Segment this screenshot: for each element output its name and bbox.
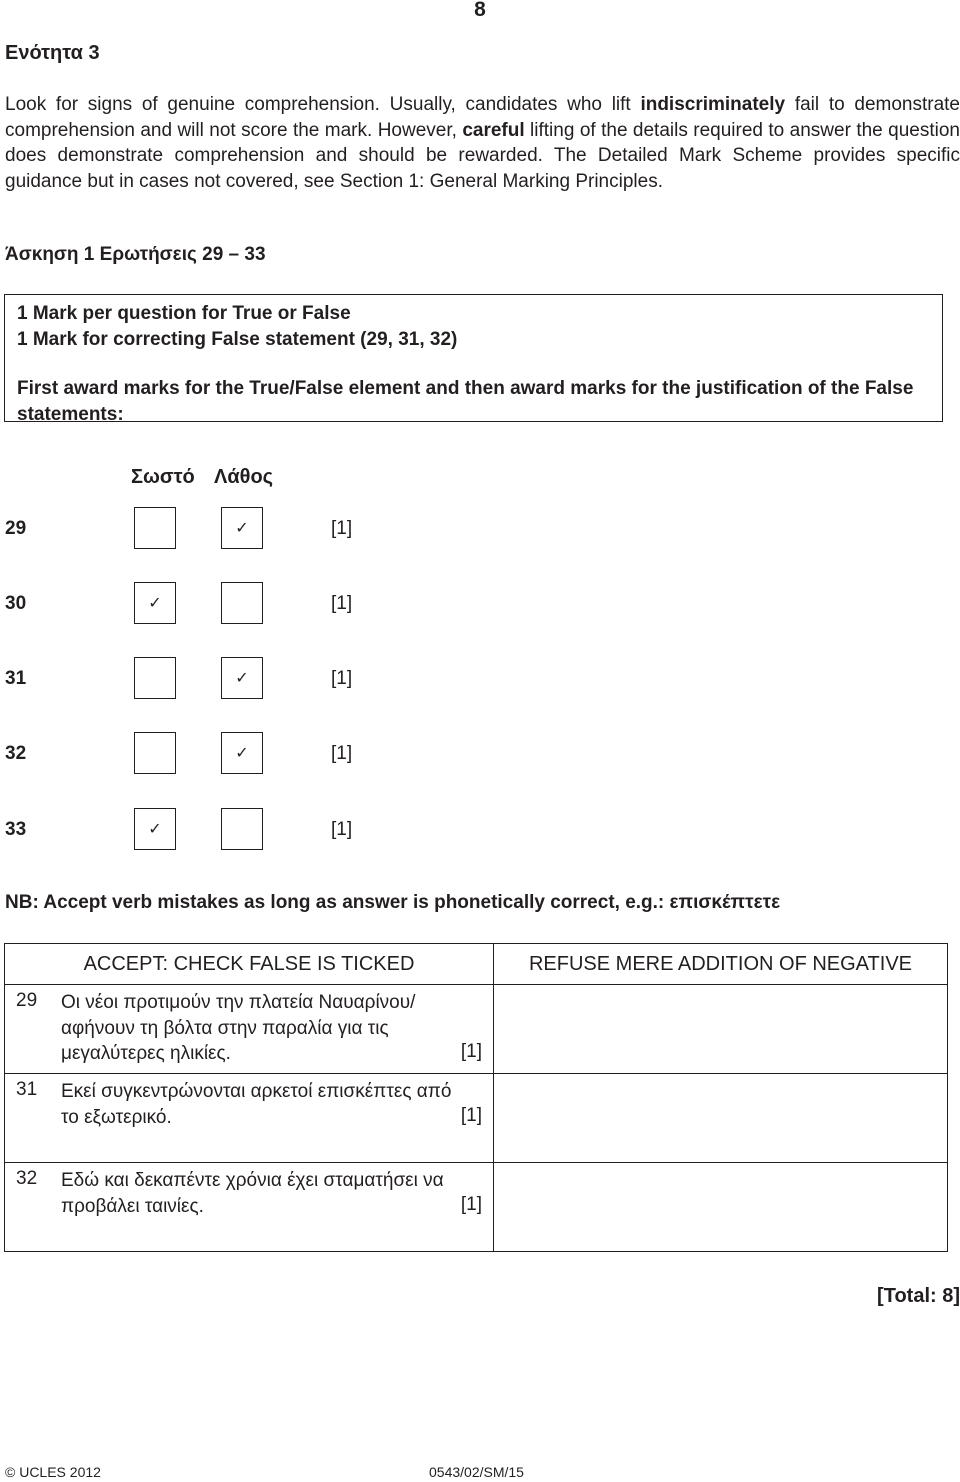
true-checkbox[interactable] bbox=[134, 582, 176, 624]
page-number: 8 bbox=[474, 0, 486, 21]
true-checkbox[interactable] bbox=[134, 507, 176, 549]
question-number: 30 bbox=[5, 593, 27, 614]
section-title: Ενότητα 3 bbox=[5, 42, 100, 64]
false-checkbox[interactable] bbox=[221, 732, 263, 774]
rule-line-1: 1 Mark per question for True or False bbox=[17, 303, 351, 324]
mark-allocation: [1] bbox=[331, 518, 353, 539]
answer-number: 29 bbox=[16, 990, 38, 1011]
answer-number: 32 bbox=[16, 1168, 38, 1189]
accept-header: ACCEPT: CHECK FALSE IS TICKED bbox=[5, 944, 494, 985]
false-checkbox[interactable] bbox=[221, 808, 263, 850]
true-checkbox[interactable] bbox=[134, 732, 176, 774]
mark-allocation: [1] bbox=[331, 819, 353, 840]
refuse-header: REFUSE MERE ADDITION OF NEGATIVE bbox=[494, 944, 948, 985]
check-icon: ✓ bbox=[235, 670, 249, 687]
answer-marks: [1] bbox=[460, 1041, 482, 1062]
question-number: 29 bbox=[5, 518, 27, 539]
table-row bbox=[5, 985, 948, 1074]
check-icon: ✓ bbox=[235, 745, 249, 762]
table-row bbox=[5, 1074, 948, 1163]
true-column-header: Σωστό bbox=[131, 466, 195, 488]
question-number: 31 bbox=[5, 668, 27, 689]
exercise-title: Άσκηση 1 Ερωτήσεις 29 – 33 bbox=[5, 244, 266, 265]
footer-code: 0543/02/SM/15 bbox=[429, 1464, 524, 1480]
table-row bbox=[5, 1163, 948, 1252]
marking-rules-box bbox=[4, 294, 943, 425]
mark-allocation: [1] bbox=[331, 668, 353, 689]
question-number: 32 bbox=[5, 743, 27, 764]
check-icon: ✓ bbox=[148, 821, 162, 838]
nb-note: NB: Accept verb mistakes as long as answer is phonetically correct, e.g.: επισκέπτετε bbox=[5, 892, 781, 913]
false-checkbox[interactable] bbox=[221, 507, 263, 549]
false-column-header: Λάθος bbox=[214, 466, 274, 488]
intro-paragraph: Look for signs of genuine comprehension. Usually, candidates who lift indiscriminately fail to demonstrate comprehension and will not score the mark. However, careful lifting of the details required to answer the question does demonstrate comprehension and should be rewarded. The Detailed Mark Scheme provides specific guidance but in cases not covered, see Section 1: General Marking Principles. bbox=[5, 94, 960, 192]
answer-text: Εκεί συγκεντρώνονται αρκετοί επισκέπτες από το εξωτερικό. bbox=[61, 1081, 452, 1128]
false-checkbox[interactable] bbox=[221, 582, 263, 624]
question-number: 33 bbox=[5, 819, 27, 840]
true-checkbox[interactable] bbox=[134, 657, 176, 699]
mark-allocation: [1] bbox=[331, 743, 353, 764]
answer-text: Εδώ και δεκαπέντε χρόνια έχει σταματήσει να προβάλει ταινίες. bbox=[61, 1170, 444, 1217]
mark-allocation: [1] bbox=[331, 593, 353, 614]
true-checkbox[interactable] bbox=[134, 808, 176, 850]
footer-copyright: © UCLES 2012 bbox=[5, 1464, 101, 1480]
answer-number: 31 bbox=[16, 1079, 38, 1100]
answer-marks: [1] bbox=[460, 1194, 482, 1215]
check-icon: ✓ bbox=[235, 520, 249, 537]
rule-line-3: First award marks for the True/False element and then award marks for the justification of the False statements: bbox=[17, 378, 914, 425]
false-checkbox[interactable] bbox=[221, 657, 263, 699]
answer-table bbox=[4, 943, 948, 1252]
rule-line-2: 1 Mark for correcting False statement (29, 31, 32) bbox=[17, 328, 458, 350]
answer-text: Οι νέοι προτιμούν την πλατεία Ναυαρίνου/ αφήνουν τη βόλτα στην παραλία για τις μεγαλύτερες ηλικίες. bbox=[61, 992, 416, 1064]
answer-marks: [1] bbox=[460, 1105, 482, 1126]
check-icon: ✓ bbox=[148, 595, 162, 612]
total-marks: [Total: 8] bbox=[877, 1285, 960, 1307]
